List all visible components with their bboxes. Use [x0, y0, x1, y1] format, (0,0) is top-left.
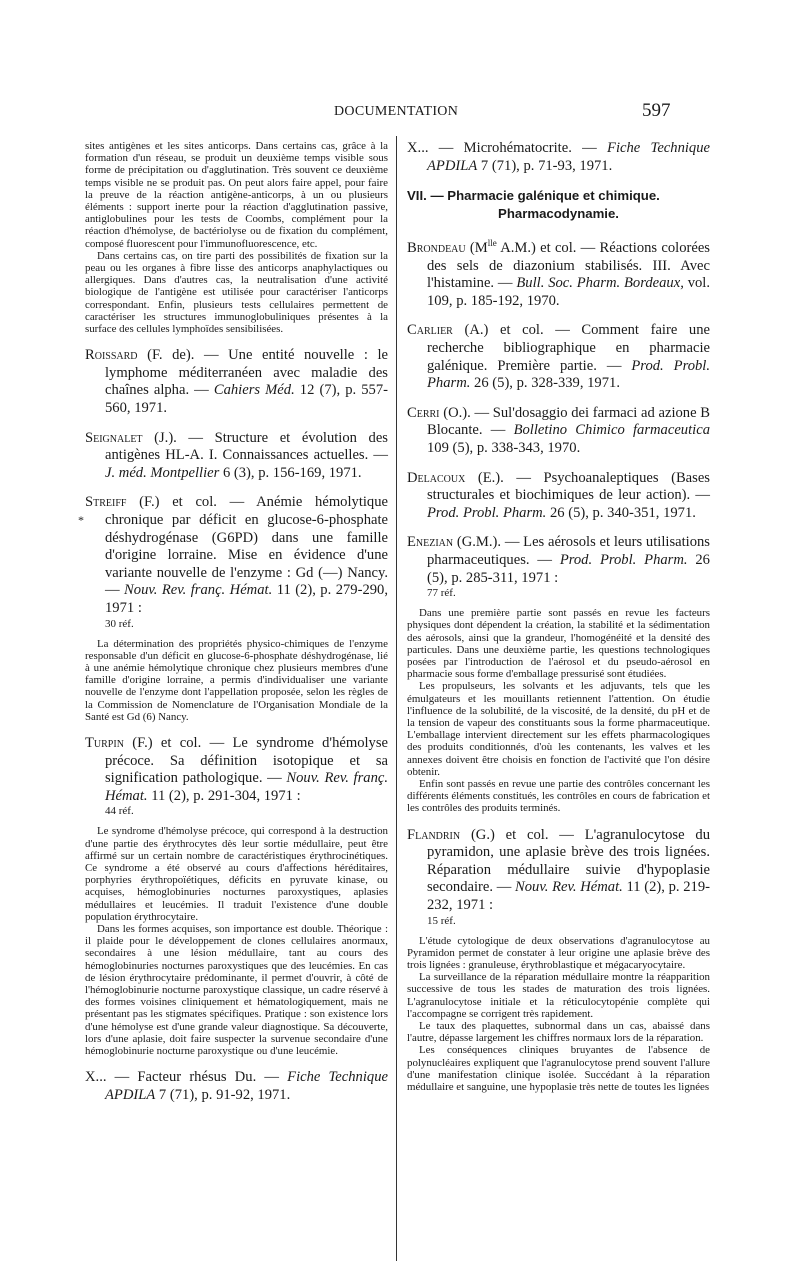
left-column	[85, 140, 388, 1104]
abstract-paragraph: La détermination des propriétés physico-chimiques de l'enzyme responsable d'un déficit en glucose-6-phosphate déshydrogénase, lié à une anémie hémolytique chronique chez plusieurs membres d'une famille d'origine lorraine, a permis d'individualiser une variante nouvelle de l'enzyme dont l'appellation proposée, selon les règles de la Commission de Nomenclature de l'Organisation Mondiale de la Santé est Gd (6) Nancy.	[85, 637, 388, 723]
section-heading: VII. — Pharmacie galénique et chimique. Pharmacodynamie.	[407, 188, 660, 222]
bib-entry-cerri: Cerri (O.). — Sul'dosaggio dei farmaci ad azione B Blocante. — Bolletino Chimico farmaceutica 109 (5), p. 338-343, 1970.	[407, 404, 710, 456]
page-number: 597	[642, 100, 671, 121]
margin-asterisk: *	[78, 513, 84, 527]
column-divider	[396, 136, 397, 1261]
page-header	[0, 100, 800, 124]
entry-author: Cerri	[407, 404, 440, 421]
entry-author: Turpin	[85, 734, 124, 751]
entry-author: Flandrin	[407, 826, 461, 843]
entry-journal: Fiche Technique APDILA	[105, 1069, 388, 1103]
bib-entry-x-rhesus: X... — Facteur rhésus Du. — Fiche Technique APDILA 7 (71), p. 91-92, 1971.	[85, 1069, 388, 1103]
running-title: DOCUMENTATION	[334, 104, 459, 119]
right-column	[407, 140, 710, 1093]
bib-entry-enezian: Enezian (G.M.). — Les aérosols et leurs utilisations pharmaceutiques. — Prod. Probl. Pharm. 26 (5), p. 285-311, 1971 :	[407, 534, 710, 586]
intro-paragraph: Dans certains cas, on tire parti des possibilités de fixation sur la peau ou les organes à fibre lisse des anticorps anaphylactiques ou allergiques. Dans d'autres cas, la neutralisation d'une activité biologique de l'antigène est utilisée pour caractériser l'anticorps correspondant. Enfin, plusieurs tests cellulaires permettent de caractériser les structures immunoglobuliniques présentes à la surface des cellules lymphoïdes sensibilisées.	[85, 249, 388, 336]
bib-entry-delacoux: Delacoux (E.). — Psychoanaleptiques (Bases structurales et biochimiques de leur action). — Prod. Probl. Pharm. 26 (5), p. 340-351, 1971.	[407, 469, 710, 521]
bib-entry-roissard: Roissard (F. de). — Une entité nouvelle : le lymphome méditerranéen avec maladie des chaînes alpha. — Cahiers Méd. 12 (7), p. 557-560, 1971.	[85, 347, 388, 417]
entry-journal: Bolletino Chimico farmaceutica	[513, 422, 710, 439]
intro-paragraph: sites antigènes et les sites anticorps. Dans certains cas, grâce à la formation d'un réseau, se produit un deuxième temps visible sous forme de précipitation ou d'agglutination. Très souvent ce deuxième temps visible ne se produit pas. On peut alors faire appel, pour faire la preuve de la réaction antigène-anticorps, à un ou plusieurs éléments : support inerte pour la réaction d'agglutination passive, antiglobulines pour les tests de Coombs, complément pour la réaction d'hémolyse, de bactériolyse ou de fixation du complément, composé fluorescent pour l'immunofluorescence, etc.	[85, 140, 388, 250]
bib-entry-flandrin: Flandrin (G.) et col. — L'agranulocytose du pyramidon, une aplasie brève des trois lignées. Réparation médullaire suivie d'hypoplasie secondaire. — Nouv. Rev. Hémat. 11 (2), p. 219-232, 1971 :	[407, 826, 710, 913]
entry-author: Brondeau	[407, 240, 466, 257]
bib-entry-brondeau: Brondeau ($M^{lle}$ A.M.) et col. — Réactions colorées des sels de diazonium stabilisés. III. Avec l'histamine. — Bull. Soc. Pharm. Bordeaux, vol. 109, p. 185-192, 1970.	[407, 238, 710, 309]
entry-journal: Nouv. Rev. franç. Hémat.	[124, 582, 273, 599]
reference-count: 77 réf.	[427, 587, 456, 600]
abstract-paragraph: L'étude cytologique de deux observations d'agranulocytose au Pyramidon permet de constater à leur origine une aplasie brève des trois lignées : granuleuse, érythroblastique et mégacaryocytaire.	[407, 934, 710, 971]
bib-entry-x-microhematocrite: X... — Microhématocrite. — Fiche Technique APDILA 7 (71), p. 71-93, 1971.	[407, 140, 710, 174]
abstract-paragraph: Les conséquences cliniques bruyantes de l'absence de polynucléaires expliquent que l'agranulocytose prend souvent l'allure d'une manifestation clinique isolée. Succédant à la réparation médullaire et sanguine, une hypoplasie très nette de toutes les lignées	[407, 1044, 710, 1093]
entry-author: Seignalet	[85, 429, 143, 446]
reference-count: 44 réf.	[105, 805, 134, 818]
entry-author: Roissard	[85, 347, 138, 364]
entry-journal: Prod. Probl. Pharm.	[427, 504, 547, 521]
entry-author: Enezian	[407, 534, 454, 551]
entry-journal: Prod. Probl. Pharm.	[427, 357, 711, 392]
entry-journal: Prod. Probl. Pharm.	[559, 551, 688, 568]
abstract-paragraph: Enfin sont passés en revue une partie des contrôles concernant les différents éléments constitués, les contrôles en cours de fabrication et les contrôles des produits terminés.	[407, 777, 710, 815]
entry-journal: Nouv. Rev. Hémat.	[515, 879, 623, 896]
reference-count: 15 réf.	[427, 914, 456, 927]
entry-author: X...	[85, 1069, 107, 1086]
entry-author: Carlier	[407, 322, 453, 339]
bib-entry-turpin: Turpin (F.) et col. — Le syndrome d'hémolyse précoce. Sa définition isotopique et sa signification pathologique. — Nouv. Rev. franç. Hémat. 11 (2), p. 291-304, 1971 :	[85, 734, 388, 804]
bib-entry-seignalet: Seignalet (J.). — Structure et évolution des antigènes HL-A. I. Connaissances actuelles. — J. méd. Montpellier 6 (3), p. 156-169, 1971.	[85, 429, 388, 481]
abstract-paragraph: Le syndrome d'hémolyse précoce, qui correspond à la destruction d'une partie des érythrocytes dès leur sortie médullaire, peut être affirmé sur un certain nombre de caractéristiques érythrocinétiques. Ce syndrome a été observé au cours d'affections héréditaires, porphyries érythropoïétiques, déficits en pyruvate kinase, ou acquises, hémoglobinuries nocturnes paroxystiques, aplasies médullaires et leucémies. Il traduit l'existence d'une double population érythrocytaire.	[85, 825, 388, 923]
entry-author: Delacoux	[407, 469, 466, 486]
bib-entry-carlier: Carlier (A.) et col. — Comment faire une recherche bibliographique en pharmacie galénique. Première partie. — Prod. Probl. Pharm. 26 (5), p. 328-339, 1971.	[407, 322, 711, 392]
abstract-paragraph: Le taux des plaquettes, subnormal dans un cas, abaissé dans l'autre, dépasse largement les chiffres normaux lors de la réparation.	[407, 1019, 710, 1045]
entry-author: Streiff	[85, 494, 127, 511]
abstract-paragraph: Dans les formes acquises, son importance est double. Théorique : il plaide pour le développement de clones cellulaires anormaux, secondaires à une lésion médullaire, tant au cours des hémoglobinuries nocturnes paroxystiques que des leucémies. En cas de lésion érythrocytaire prédominante, il permet d'ouvrir, à côté de l'hémoglobinurie nocturne paroxystique classique, un cadre réservé à des formes voisines cliniquement et hématologiquement, mais ne présentant pas les stigmates spécifiques. Pratique : son existence lors d'une hémolyse est d'une grande valeur diagnostique. Sa découverte, lors d'une aplasie, doit faire suspecter la survenue secondaire d'une hémoglobinurie nocturne paroxystique ou d'une leucémie.	[85, 922, 388, 1058]
entry-journal: Cahiers Méd.	[213, 382, 295, 399]
entry-journal: Bull. Soc. Pharm. Bordeaux,	[516, 275, 684, 292]
abstract-paragraph: Les propulseurs, les solvants et les adjuvants, tels que les émulgateurs et les mouillants retiennent l'attention. On étudie l'influence de la solubilité, de la viscosité, de la densité, du pH et de la tension de vapeur des constituants sous la forme pharmaceutique. L'emballage intervient directement sur les effets pharmacologiques des produits conditionnés, d'où les contenants, les valves et les annexes doivent être choisis en fonction de l'activité que l'on désire obtenir.	[407, 680, 710, 778]
bib-entry-streiff: Streiff (F.) et col. — Anémie hémolytique chronique par déficit en glucose-6-phosphate déshydrogénase (G6PD) dans une famille d'origine lorraine. Mise en évidence d'une variante nouvelle de l'enzyme : Gd (—) Nancy. — Nouv. Rev. franç. Hémat. 11 (2), p. 279-290, 1971 :	[85, 494, 388, 616]
abstract-paragraph: La surveillance de la réparation médullaire montre la réapparition successive de tous les stades de maturation des trois lignées. L'agranulocytose initiale et la réticulocytopénie complète qui l'accompagne se corrigent très rapidement.	[407, 971, 710, 1020]
reference-count: 30 réf.	[105, 617, 134, 630]
abstract-paragraph: Dans une première partie sont passés en revue les facteurs physiques dont dépendent la création, la stabilité et la sédimentation des aérosols, ainsi que la grandeur, l'homogénéité et la densité des particules. Dans une deuxième partie, les questions technologiques posées par l'introduction de l'aérosol et du pseudo-aérosol en pharmacie sous forme d'emballage pressurisé sont étudiées.	[407, 607, 710, 681]
entry-journal: Fiche Technique APDILA	[427, 140, 710, 174]
entry-author: X...	[407, 140, 429, 156]
entry-journal: J. méd. Montpellier	[105, 464, 220, 481]
entry-journal: Nouv. Rev. franç. Hémat.	[105, 770, 388, 804]
